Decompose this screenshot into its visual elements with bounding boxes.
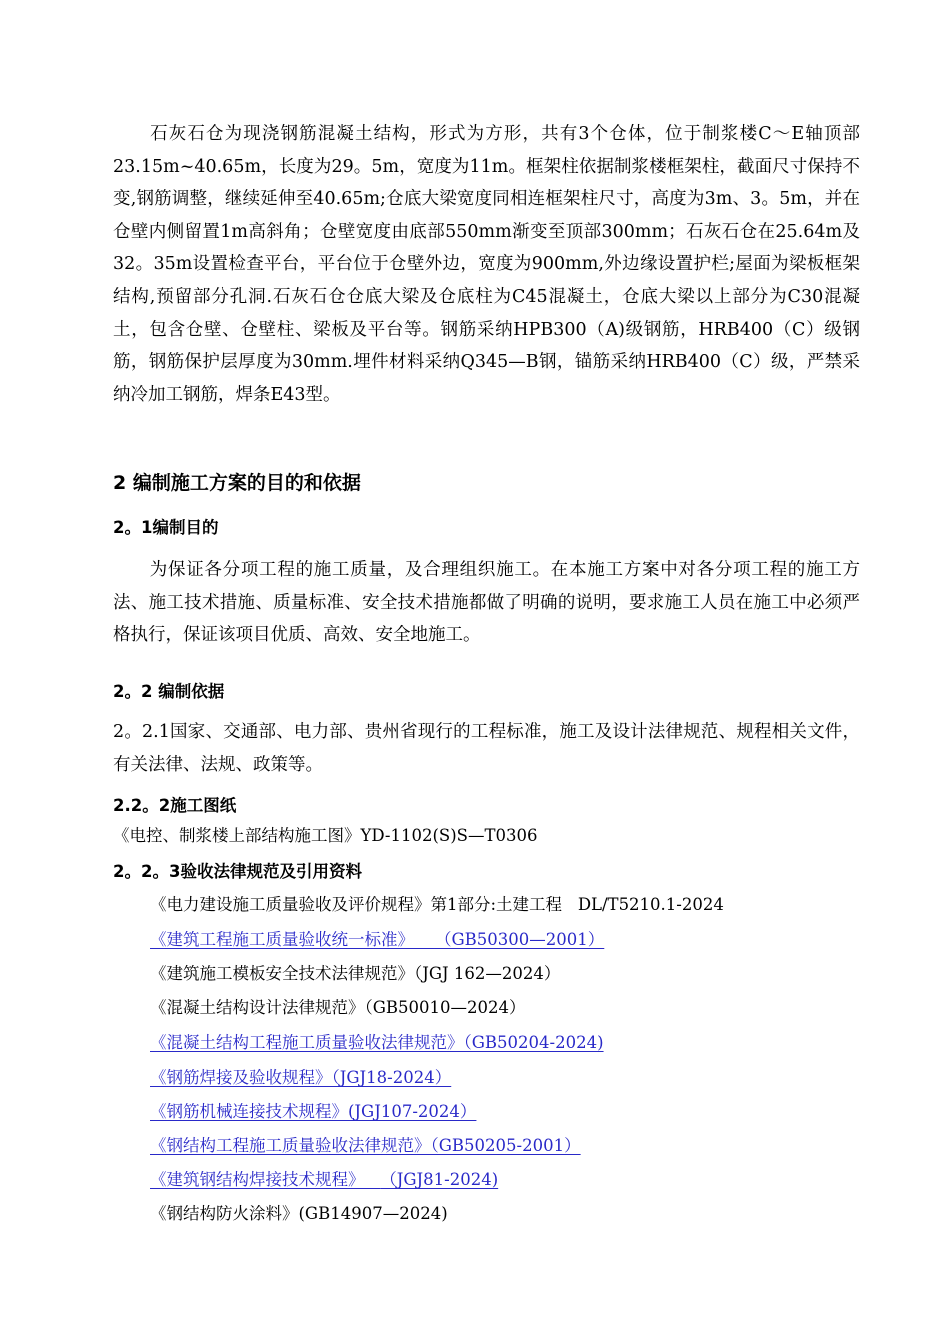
intro-paragraph (113, 118, 860, 411)
reference-code[interactable]: （GB50300—2001） (434, 930, 605, 949)
section-2-2-3-heading: 2。2。3验收法律规范及引用资料 (113, 862, 362, 881)
section-2-heading: 2 编制施工方案的目的和依据 (113, 472, 361, 494)
reference-name: 《钢结构防火涂料》 (150, 1204, 299, 1223)
reference-link[interactable] (150, 1166, 498, 1190)
section-2-1-paragraph (113, 554, 860, 652)
reference-item (150, 960, 560, 984)
section-2-1-heading: 2。1编制目的 (113, 518, 219, 537)
intro-text: 石灰石仓为现浇钢筋混凝土结构，形式为方形，共有3个仓体，位于制浆楼C～E轴顶部23.15m~40.65m，长度为29。5m，宽度为11m。框架柱依据制浆楼框架柱，截面尺寸保持不变,钢筋调整，继续延伸至40.65m;仓底大梁宽度同相连框架柱尺寸，高度为3m、3。5m，并在仓壁内侧留置1m高斜角；仓壁宽度由底部550mm渐变至顶部300mm；石灰石仓在25.64m及32。35m设置检查平台，平台位于仓壁外边，宽度为900mm,外边缘设置护栏;屋面为梁板框架结构,预留部分孔洞.石灰石仓仓底大梁及仓底柱为C45混凝土，仓底大梁以上部分为C30混凝土，包含仓壁、仓壁柱、梁板及平台等。钢筋采纳HPB300（A)级钢筋，HRB400（C）级钢筋，钢筋保护层厚度为30mm.埋件材料采纳Q345—B钢，锚筋采纳HRB400（C）级，严禁采纳冷加工钢筋，焊条E43型。 (113, 124, 860, 405)
reference-code[interactable]: （JGJ18-2024） (331, 1068, 452, 1087)
reference-code: DL/T5210.1-2024 (577, 895, 724, 914)
reference-name[interactable]: 《混凝土结构工程施工质量验收法律规范》 (150, 1033, 464, 1052)
reference-code[interactable]: （GB50205-2001） (430, 1136, 581, 1155)
reference-code[interactable]: （GB50204-2024) (463, 1033, 604, 1052)
reference-name: 《电力建设施工质量验收及评价规程》第1部分:土建工程 (150, 895, 563, 914)
reference-name[interactable]: 《建筑钢结构焊接技术规程》 (150, 1170, 365, 1189)
reference-link[interactable] (150, 1098, 476, 1122)
section-2-1-text: 为保证各分项工程的施工质量，及合理组织施工。在本施工方案中对各分项工程的施工方法、施工技术措施、质量标准、安全技术措施都做了明确的说明，要求施工人员在施工中必须严格执行，保证该项目优质、高效、安全地施工。 (113, 560, 860, 646)
reference-name[interactable]: 《建筑工程施工质量验收统一标准》 (150, 930, 414, 949)
reference-code: (GB14907—2024) (298, 1204, 448, 1223)
reference-name[interactable]: 《钢筋机械连接技术规程》 (150, 1102, 348, 1121)
reference-item (150, 994, 526, 1018)
section-2-2-1-paragraph: 2。2.1国家、交通部、电力部、贵州省现行的工程标准，施工及设计法律规范、规程相关文件，有关法律、法规、政策等。 (113, 722, 860, 775)
reference-link[interactable] (150, 926, 604, 950)
reference-name: 《建筑施工模板安全技术法律规范》 (150, 964, 414, 983)
reference-link[interactable] (150, 1132, 581, 1156)
reference-link[interactable] (150, 1064, 451, 1088)
reference-code: （GB50010—2024） (364, 998, 526, 1017)
reference-name[interactable]: 《钢筋焊接及验收规程》 (150, 1068, 332, 1087)
reference-name: 《混凝土结构设计法律规范》 (150, 998, 365, 1017)
reference-code[interactable]: (JGJ107-2024） (348, 1102, 477, 1121)
reference-item (150, 1200, 448, 1224)
section-2-2-heading: 2。2 编制依据 (113, 682, 225, 701)
section-2-2-2-heading: 2.2。2施工图纸 (113, 796, 237, 815)
reference-item (150, 891, 724, 915)
reference-name[interactable]: 《钢结构工程施工质量验收法律规范》 (150, 1136, 431, 1155)
drawing-reference: 《电控、制浆楼上部结构施工图》YD-1102(S)S—T0306 (113, 826, 538, 845)
reference-code[interactable]: （JGJ81-2024) (380, 1170, 499, 1189)
reference-code: （JGJ 162—2024） (414, 964, 561, 983)
reference-link[interactable] (150, 1029, 604, 1053)
